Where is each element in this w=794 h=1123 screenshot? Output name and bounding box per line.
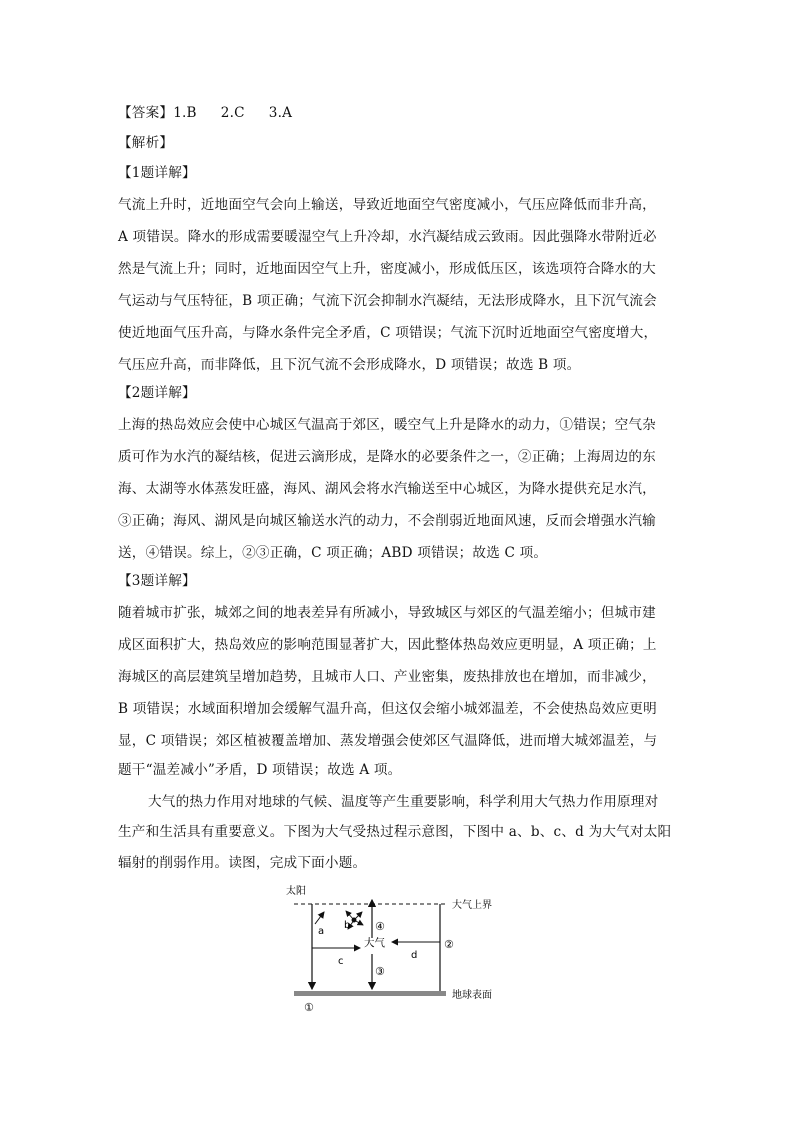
q3-line-3: 海城区的高层建筑呈增加趋势，且城市人口、产业密集，废热排放也在增加，而非减少， [118,669,656,685]
reflection-a-arrow [315,912,324,924]
q3-line-4: B 项错误；水域面积增加会缓解气温升高，但这仅会缩小城郊温差，不会使热岛效应更明 [118,701,657,717]
answer-item-3: 3.A [268,105,293,121]
q3-line-5: 显，C 项错误；郊区植被覆盖增加、蒸发增强会使郊区气温降低，进而增大城郊温差，与 [118,733,658,749]
q1-line-1: 气流上升时，近地面空气会向上输送，导致近地面空气密度减小，气压应降低而非升高， [118,197,656,213]
label-4: ④ [375,920,385,933]
analysis-label: 【解析】 [118,135,174,151]
intro-line-1: 大气的热力作用对地球的气候、温度等产生重要影响，科学利用大气热力作用原理对 [148,794,659,810]
q2-line-4: ③正确；海风、湖风是向城区输送水汽的动力，不会削弱近地面风速，反而会增强水汽输 [118,513,656,529]
earth-surface-label: 地球表面 [452,990,492,1001]
answer-line [118,103,678,123]
intro-line-3: 辐射的削弱作用。读图，完成下面小题。 [118,855,367,871]
q3-line-6: 题干“温差减小”矛盾，D 项错误；故选 A 项。 [118,762,402,778]
q2-line-2: 质可作为水汽的凝结核，促进云滴形成，是降水的必要条件之一，②正确；上海周边的东 [118,449,656,465]
answer-item-2: 2.C [220,105,245,121]
q1-heading: 【1题详解】 [118,165,196,181]
q2-heading: 【2题详解】 [118,385,196,401]
q3-heading: 【3题详解】 [118,573,196,589]
q3-line-2: 成区面积扩大，热岛效应的影响范围显著扩大，因此整体热岛效应更明显，A 项正确；上 [118,637,657,653]
answer-item-1: 1.B [173,105,197,121]
q2-line-1: 上海的热岛效应会使中心城区气温高于郊区，暖空气上升是降水的动力，①错误；空气杂 [118,417,656,433]
q1-line-2: A 项错误。降水的形成需要暖湿空气上升冷却，水汽凝结成云致雨。因此强降水带附近必 [118,229,657,245]
q2-line-5: 送，④错误。综上，②③正确，C 项正确；ABD 项错误；故选 C 项。 [118,545,548,561]
q3-line-1: 随着城市扩张，城郊之间的地表差异有所减小，导致城区与郊区的气温差缩小；但城市建 [118,605,656,621]
q1-line-5: 使近地面气压升高，与降水条件完全矛盾，C 项错误；气流下沉时近地面空气密度增大， [118,325,658,341]
q2-line-3: 海、太湖等水体蒸发旺盛，海风、湖风会将水汽输送至中心城区，为降水提供充足水汽， [118,481,656,497]
q1-line-3: 然是气流上升；同时，近地面因空气上升，密度减小，形成低压区，该选项符合降水的大 [118,261,656,277]
label-1: ① [304,1001,314,1014]
q1-line-6: 气压应升高，而非降低，且下沉气流不会形成降水，D 项错误；故选 B 项。 [118,357,581,373]
answer-label: 【答案】 [118,105,174,121]
sun-label: 太阳 [286,886,306,897]
atmosphere-heating-diagram [280,878,520,1018]
label-a: a [318,926,325,937]
label-c: c [338,956,344,967]
q1-line-4: 气运动与气压特征，B 项正确；气流下沉会抑制水汽凝结，无法形成降水，且下沉气流会 [118,293,657,309]
label-b: b [344,920,351,931]
atmos-top-label: 大气上界 [452,900,492,911]
earth-surface-bar [294,991,446,996]
atmosphere-label: 大气 [364,937,385,949]
label-2: ② [444,938,454,951]
intro-line-2: 生产和生活具有重要意义。下图为大气受热过程示意图，下图中 a、b、c、d 为大气对太阳 [118,824,672,840]
label-3: ③ [375,965,385,978]
label-d: d [411,950,418,961]
